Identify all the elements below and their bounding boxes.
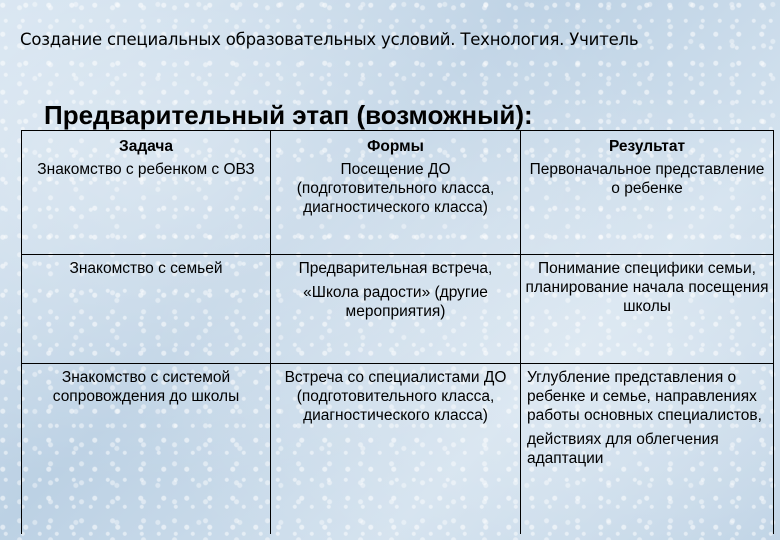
column-header-forms: Формы bbox=[271, 131, 521, 159]
column-header-task: Задача bbox=[22, 131, 271, 159]
result-text: Углубление представления о ребенке и семье, направлениях работы основных специалистов, bbox=[527, 369, 762, 424]
slide-title: Предварительный этап (возможный): bbox=[44, 100, 533, 130]
forms-text: Предварительная встреча, bbox=[298, 260, 493, 277]
result-cell bbox=[521, 364, 774, 535]
forms-cell bbox=[271, 158, 521, 255]
forms-text: Посещение ДО (подготовительного класса, диагностического класса) bbox=[296, 161, 495, 216]
stage-table bbox=[21, 130, 774, 534]
table-row bbox=[22, 158, 774, 255]
forms-cell bbox=[271, 255, 521, 364]
forms-cell bbox=[271, 364, 521, 535]
result-text: действиях для облегчения адаптации bbox=[527, 431, 719, 467]
table-row bbox=[22, 255, 774, 364]
task-cell: Знакомство с ребенком с ОВЗ bbox=[22, 158, 271, 255]
table-header-row bbox=[22, 131, 774, 159]
task-cell: Знакомство с семьей bbox=[22, 255, 271, 364]
forms-text: Встреча со специалистами ДО (подготовительного класса, диагностического класса) bbox=[284, 369, 507, 424]
column-header-result: Результат bbox=[521, 131, 774, 159]
result-cell bbox=[521, 158, 774, 255]
result-text: Первоначальное представление о ребенке bbox=[529, 161, 765, 197]
task-cell: Знакомство с системой сопровождения до школы bbox=[22, 364, 271, 535]
forms-text: «Школа радости» (другие мероприятия) bbox=[303, 284, 488, 320]
result-cell bbox=[521, 255, 774, 364]
table-row bbox=[22, 364, 774, 535]
result-text: Понимание специфики семьи, планирование начала посещения школы bbox=[525, 260, 769, 315]
slide-header: Создание специальных образовательных условий. Технология. Учитель bbox=[20, 30, 639, 49]
